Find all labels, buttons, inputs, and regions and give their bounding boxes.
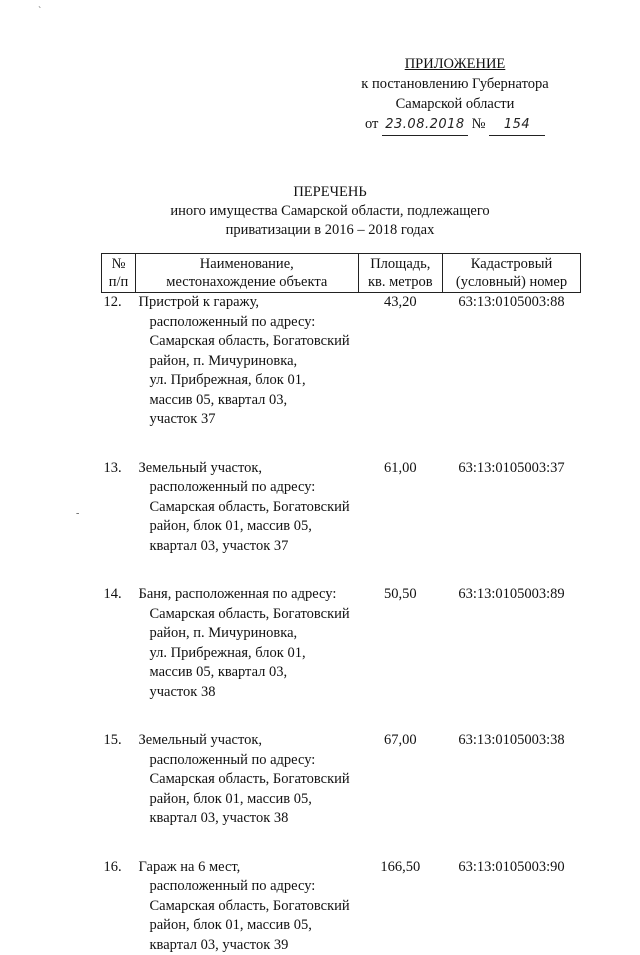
row-name-line: район, блок 01, массив 05,	[150, 790, 359, 810]
header-cadastral	[443, 254, 581, 293]
document-title	[120, 183, 540, 240]
number-label: №	[472, 116, 486, 132]
header-name	[136, 254, 359, 293]
row-name-line: ул. Прибрежная, блок 01,	[150, 644, 359, 664]
row-number: 14.	[102, 585, 136, 702]
header-cad-line-1: Кадастровый	[445, 255, 578, 273]
row-name-line: массив 05, квартал 03,	[150, 391, 359, 411]
row-number: 15.	[102, 731, 136, 829]
row-name-line: Земельный участок,	[139, 459, 359, 479]
row-number: 16.	[102, 858, 136, 955]
row-area: 61,00	[358, 459, 442, 557]
row-spacer	[102, 829, 581, 858]
row-name-line: массив 05, квартал 03,	[150, 663, 359, 683]
row-spacer	[102, 430, 581, 459]
title-heading: ПЕРЕЧЕНЬ	[120, 183, 540, 202]
annex-date-number	[365, 114, 545, 136]
header-num	[102, 254, 136, 293]
row-number: 12.	[102, 293, 136, 430]
row-name-line: Самарская область, Богатовский	[150, 498, 359, 518]
table-body	[102, 293, 581, 955]
row-name-line: расположенный по адресу:	[150, 751, 359, 771]
row-name-line: район, п. Мичуриновка,	[150, 624, 359, 644]
row-name-line: квартал 03, участок 39	[150, 936, 359, 955]
annex-block	[330, 54, 580, 136]
header-num-line-1: №	[104, 255, 133, 273]
row-number: 13.	[102, 459, 136, 557]
row-name-line: Самарская область, Богатовский	[150, 897, 359, 917]
row-cadastral: 63:13:0105003:37	[443, 459, 581, 557]
table-row	[102, 459, 581, 557]
row-name-line: квартал 03, участок 37	[150, 537, 359, 557]
spacer-cell	[102, 702, 581, 731]
handwritten-number: 154	[489, 115, 545, 136]
row-name	[136, 585, 359, 702]
scan-mark-top: `	[38, 6, 41, 17]
from-label: от	[365, 116, 378, 132]
row-name-line: Самарская область, Богатовский	[150, 332, 359, 352]
row-name-line: район, п. Мичуриновка,	[150, 352, 359, 372]
table-row	[102, 858, 581, 955]
row-name-line: квартал 03, участок 38	[150, 809, 359, 829]
row-spacer	[102, 702, 581, 731]
handwritten-date: 23.08.2018	[382, 115, 468, 136]
row-name-line: ул. Прибрежная, блок 01,	[150, 371, 359, 391]
row-name	[136, 293, 359, 430]
header-area-line-1: Площадь,	[361, 255, 440, 273]
row-name-line: район, блок 01, массив 05,	[150, 916, 359, 936]
row-name	[136, 459, 359, 557]
table-row	[102, 585, 581, 702]
row-name-line: Пристрой к гаражу,	[139, 293, 359, 313]
row-name-line: район, блок 01, массив 05,	[150, 517, 359, 537]
row-name-line: расположенный по адресу:	[150, 313, 359, 333]
row-area: 67,00	[358, 731, 442, 829]
row-name-line: Гараж на 6 мест,	[139, 858, 359, 878]
row-cadastral: 63:13:0105003:38	[443, 731, 581, 829]
row-name	[136, 858, 359, 955]
annex-line-2: к постановлению Губернатора	[330, 74, 580, 94]
row-cadastral: 63:13:0105003:89	[443, 585, 581, 702]
header-num-line-2: п/п	[104, 273, 133, 291]
row-name-line: Самарская область, Богатовский	[150, 605, 359, 625]
title-line-2: иного имущества Самарской области, подлежащего	[120, 202, 540, 221]
table-header-row	[102, 254, 581, 293]
row-cadastral: 63:13:0105003:90	[443, 858, 581, 955]
row-name	[136, 731, 359, 829]
table-row	[102, 293, 581, 430]
spacer-cell	[102, 829, 581, 858]
header-name-line-1: Наименование,	[138, 255, 356, 273]
row-name-line: участок 38	[150, 683, 359, 703]
row-name-line: расположенный по адресу:	[150, 877, 359, 897]
header-area	[358, 254, 442, 293]
header-name-line-2: местонахождение объекта	[138, 273, 356, 291]
row-name-line: Баня, расположенная по адресу:	[139, 585, 359, 605]
row-name-line: Земельный участок,	[139, 731, 359, 751]
header-area-line-2: кв. метров	[361, 273, 440, 291]
row-area: 43,20	[358, 293, 442, 430]
row-cadastral: 63:13:0105003:88	[443, 293, 581, 430]
row-name-line: расположенный по адресу:	[150, 478, 359, 498]
annex-line-3: Самарской области	[330, 94, 580, 114]
row-spacer	[102, 556, 581, 585]
scan-mark-left: -	[76, 508, 79, 519]
row-area: 166,50	[358, 858, 442, 955]
header-cad-line-2: (условный) номер	[445, 273, 578, 291]
row-area: 50,50	[358, 585, 442, 702]
annex-heading: ПРИЛОЖЕНИЕ	[330, 54, 580, 74]
row-name-line: Самарская область, Богатовский	[150, 770, 359, 790]
spacer-cell	[102, 556, 581, 585]
title-line-3: приватизации в 2016 – 2018 годах	[120, 221, 540, 240]
table-row	[102, 731, 581, 829]
property-table	[101, 253, 581, 955]
row-name-line: участок 37	[150, 410, 359, 430]
spacer-cell	[102, 430, 581, 459]
